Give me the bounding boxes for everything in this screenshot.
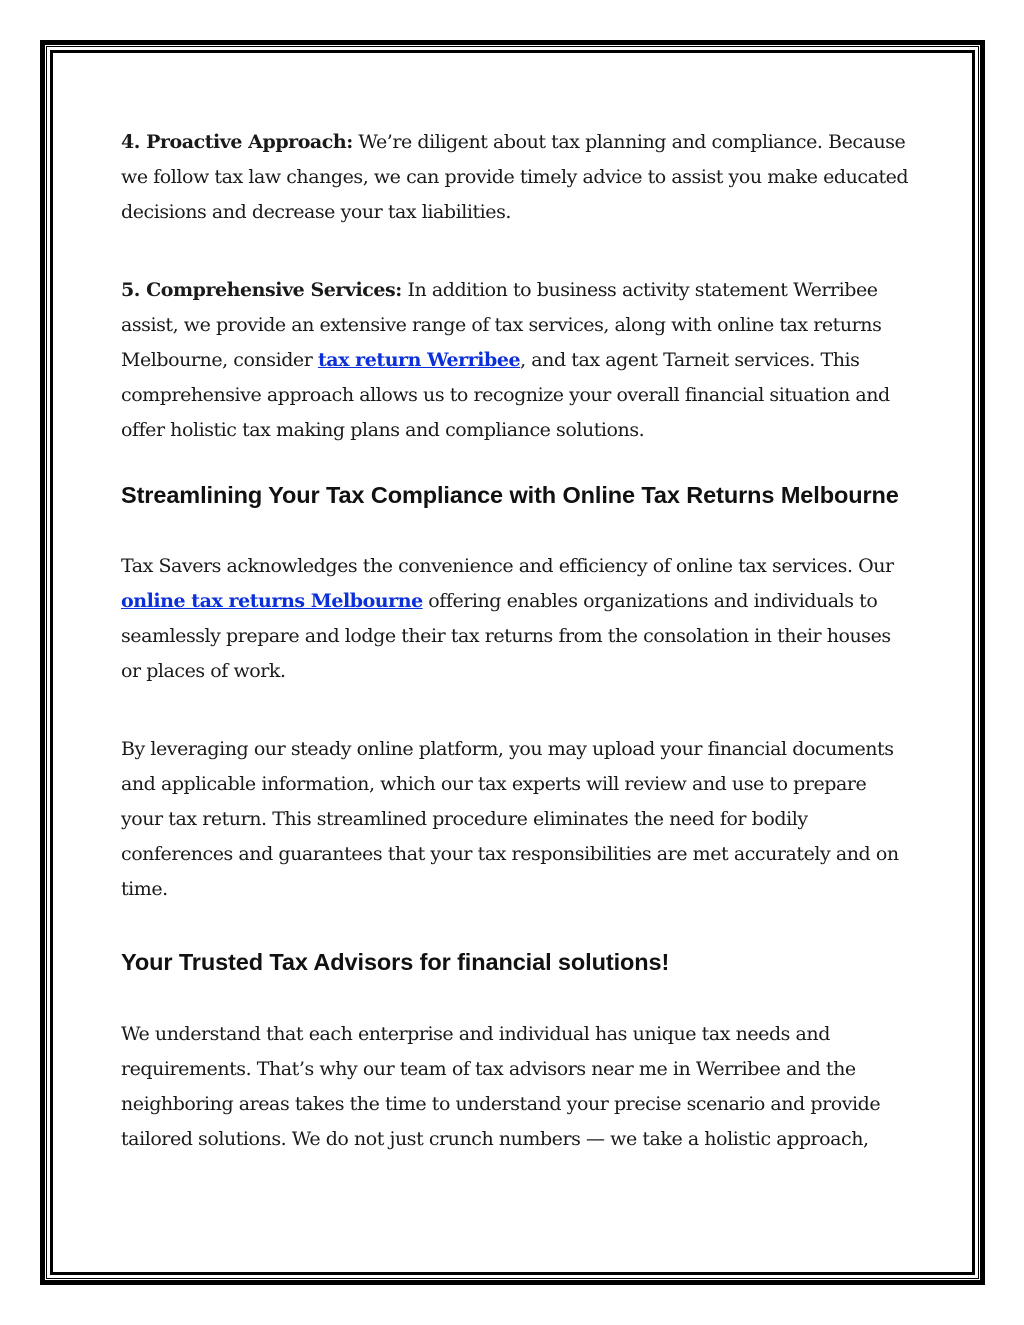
- heading-trusted-tax-advisors: Your Trusted Tax Advisors for financial solutions!: [121, 949, 670, 975]
- label-comprehensive-services: 5. Comprehensive Services:: [121, 279, 402, 301]
- link-tax-return-werribee[interactable]: tax return Werribee: [317, 349, 521, 371]
- paragraph-online-tax-services: [121, 549, 911, 689]
- paragraph-comprehensive-services: [121, 273, 911, 448]
- label-proactive-approach: 4. Proactive Approach:: [121, 131, 353, 153]
- text-comprehensive-services-after: , and tax agent Tarneit services. This comprehensive approach allows us to recognize your overall financial situation and offer holistic tax making plans and compliance solutions.: [121, 349, 890, 441]
- paragraph-tax-advisors: We understand that each enterprise and individual has unique tax needs and requirements. That’s why our team of tax advisors near me in Werribee and the neighboring areas takes the time to understand your precise scenario and provide tailored solutions. We do not just crunch numbers — we take a holistic approach,: [121, 1023, 881, 1150]
- document-body: [121, 125, 911, 1157]
- paragraph-online-platform: By leveraging our steady online platform, you may upload your financial documents and applicable information, which our tax experts will review and use to prepare your tax return. This streamlined procedure eliminates the need for bodily conferences and guarantees that your tax responsibilities are met accurately and on time.: [121, 738, 899, 900]
- text-proactive-approach: We’re diligent about tax planning and compliance. Because we follow tax law changes, we can provide timely advice to assist you make educated decisions and decrease your tax liabilities.: [121, 131, 909, 223]
- heading-online-tax-returns: Streamlining Your Tax Compliance with Online Tax Returns Melbourne: [121, 482, 899, 508]
- text-online-before: Tax Savers acknowledges the convenience and efficiency of online tax services. Our: [121, 555, 894, 577]
- text-comprehensive-services-before: In addition to business activity statement Werribee assist, we provide an extensive range of tax services, along with online tax returns Melbourne, consider: [121, 279, 882, 371]
- link-online-tax-returns-melbourne[interactable]: online tax returns Melbourne: [121, 590, 423, 612]
- paragraph-proactive-approach: [121, 125, 911, 230]
- text-online-after: offering enables organizations and individuals to seamlessly prepare and lodge their tax returns from the consolation in their houses or places of work.: [121, 590, 891, 682]
